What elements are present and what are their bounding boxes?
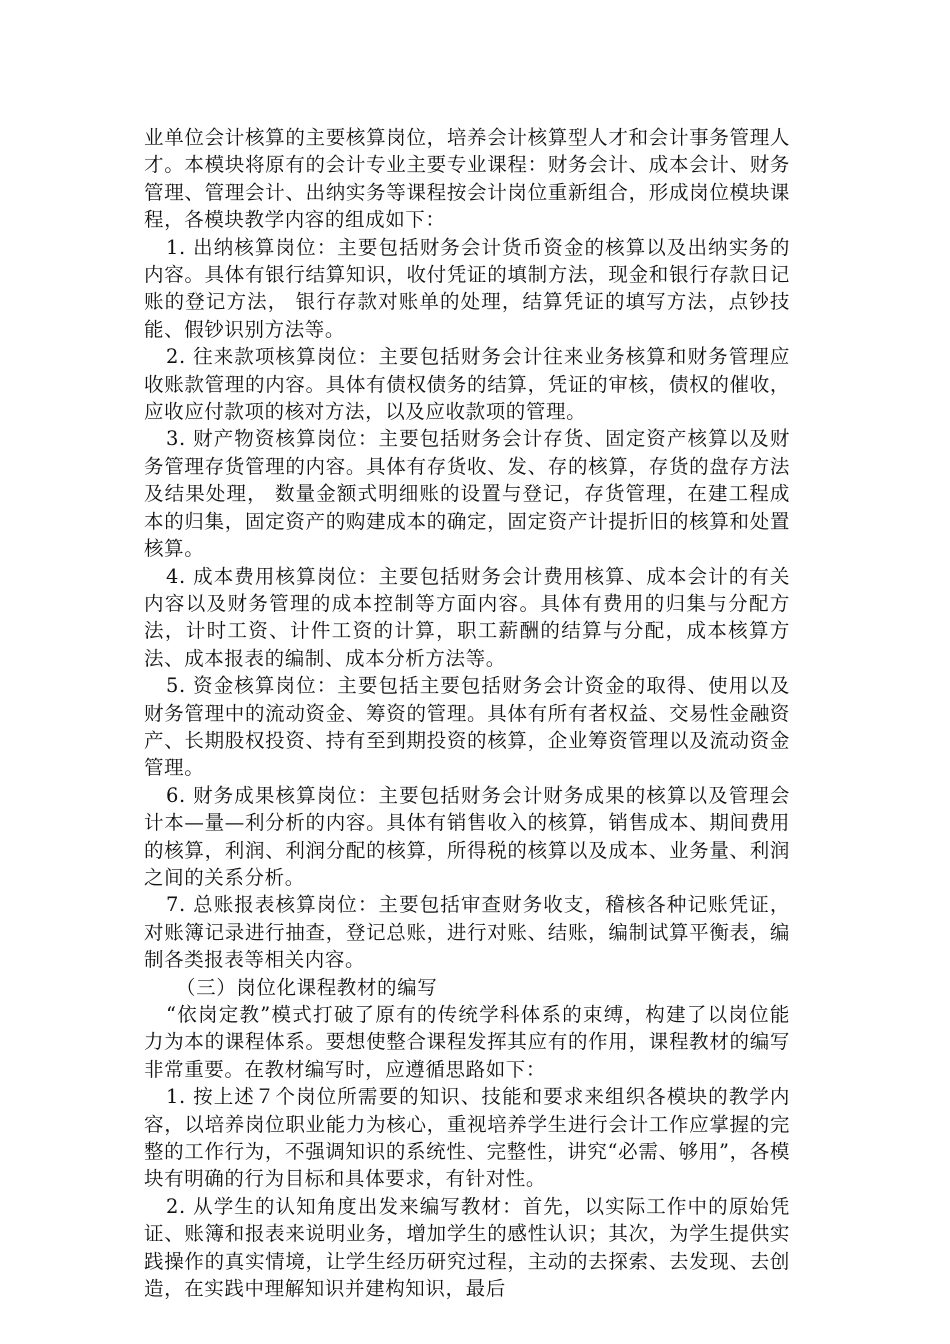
paragraph-item-2: 2. 往来款项核算岗位：主要包括财务会计往来业务核算和财务管理应收账款管理的内容。具体有债权债务的结算，凭证的审核，债权的催收，应收应付款项的核对方法，以及应收款项的管理。 (144, 345, 790, 424)
section-heading: （三）岗位化课程教材的编写 (176, 975, 438, 999)
paragraph-guideline-1: 1. 按上述７个岗位所需要的知识、技能和要求来组织各模块的教学内容，以培养岗位职业能力为核心，重视培养学生进行会计工作应掌握的完整的工作行为，不强调知识的系统性、完整性，讲究“必需、够用”，各模块有明确的行为目标和具体要求，有针对性。 (144, 1085, 790, 1191)
paragraph-item-7: 7. 总账报表核算岗位：主要包括审查财务收支，稽核各种记账凭证，对账簿记录进行抽查，登记总账，进行对账、结账，编制试算平衡表，编制各类报表等相关内容。 (144, 893, 790, 972)
paragraph-section-intro: “依岗定教”模式打破了原有的传统学科体系的束缚，构建了以岗位能力为本的课程体系。要想使整合课程发挥其应有的作用，课程教材的编写非常重要。在教材编写时，应遵循思路如下： (144, 1003, 790, 1081)
paragraph-item-3: 3. 财产物资核算岗位：主要包括财务会计存货、固定资产核算以及财务管理存货管理的内容。具体有存货收、发、存的核算，存货的盘存方法及结果处理， 数量金额式明细账的设置与登记，存货管理，在建工程成本的归集，固定资产的购建成本的确定，固定资产计提折旧的核算和处置核算。 (144, 427, 790, 561)
paragraph-item-6: 6. 财务成果核算岗位：主要包括财务会计财务成果的核算以及管理会计本—量—利分析的内容。具体有销售收入的核算，销售成本、期间费用的核算，利润、利润分配的核算，所得税的核算以及成本、业务量、利润之间的关系分析。 (144, 783, 790, 889)
paragraph-item-1: 1. 出纳核算岗位：主要包括财务会计货币资金的核算以及出纳实务的内容。具体有银行结算知识，收付凭证的填制方法，现金和银行存款日记账的登记方法， 银行存款对账单的处理，结算凭证的填写方法，点钞技能、假钞识别方法等。 (144, 235, 790, 341)
document-body (144, 124, 790, 1302)
paragraph-guideline-2: 2. 从学生的认知角度出发来编写教材：首先，以实际工作中的原始凭证、账簿和报表来说明业务，增加学生的感性认识；其次，为学生提供实践操作的真实情境，让学生经历研究过程，主动的去探索、去发现、去创造，在实践中理解知识并建构知识，最后 (144, 1194, 790, 1301)
paragraph-item-4: 4. 成本费用核算岗位：主要包括财务会计费用核算、成本会计的有关内容以及财务管理的成本控制等方面内容。具体有费用的归集与分配方法，计时工资、计件工资的计算，职工薪酬的结算与分配，成本核算方法、成本报表的编制、成本分析方法等。 (144, 564, 790, 670)
paragraph-intro: 业单位会计核算的主要核算岗位，培养会计核算型人才和会计事务管理人才。本模块将原有的会计专业主要专业课程：财务会计、成本会计、财务管理、管理会计、出纳实务等课程按会计岗位重新组合，形成岗位模块课程，各模块教学内容的组成如下： (144, 126, 790, 232)
paragraph-item-5: 5. 资金核算岗位：主要包括主要包括财务会计资金的取得、使用以及财务管理中的流动资金、筹资的管理。具体有所有者权益、交易性金融资产、长期股权投资、持有至到期投资的核算，企业筹资管理以及流动资金管理。 (144, 674, 790, 780)
